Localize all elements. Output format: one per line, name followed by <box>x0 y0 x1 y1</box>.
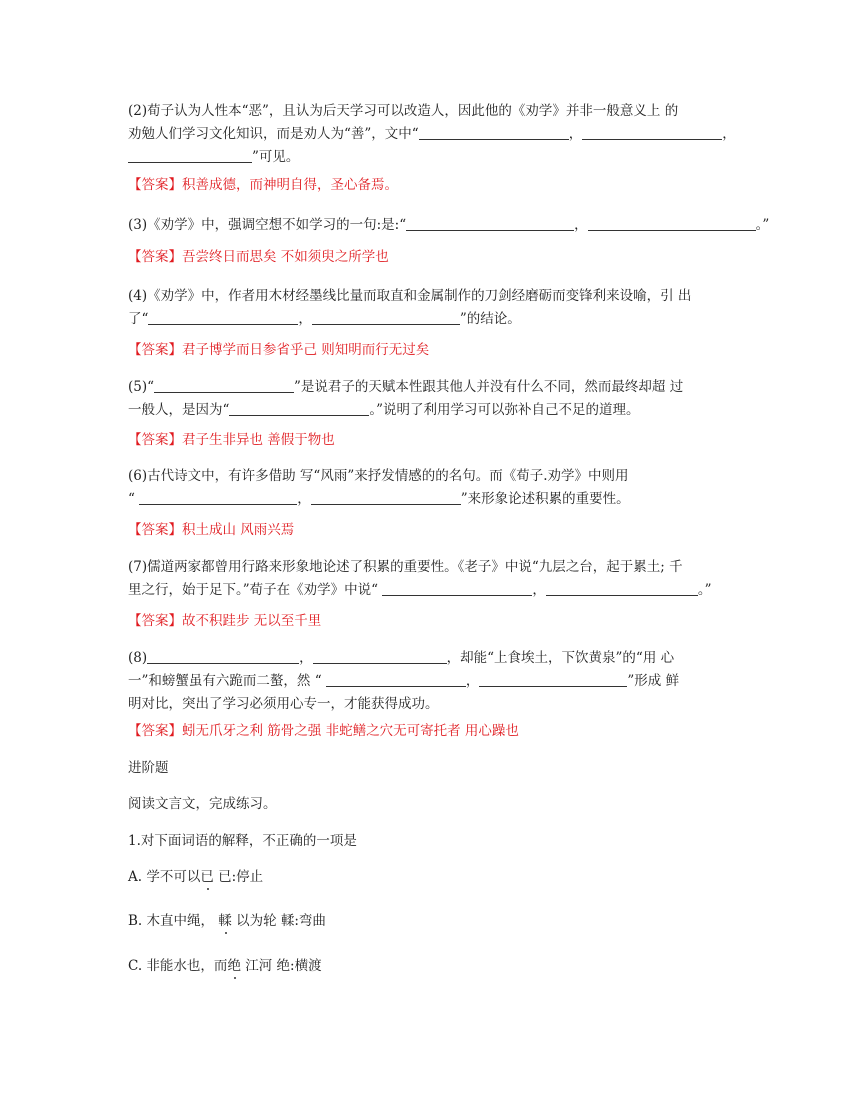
answer-blank[interactable] <box>139 491 297 505</box>
mcq-stem: 1.对下面词语的解释，不正确的一项是 <box>128 833 357 849</box>
answer-tag: 【答案】 <box>128 342 182 358</box>
question-2-line-1: (2)荀子认为人性本“恶”，且认为后天学习可以改造人，因此他的《劝学》并非一般意义上 的 <box>128 103 679 119</box>
question-5 <box>128 376 732 422</box>
answer-blank[interactable] <box>588 217 756 231</box>
answer-blank[interactable] <box>313 650 447 664</box>
answer-5 <box>128 429 732 452</box>
option-a[interactable]: A. 学不可以已 已:停止 <box>128 869 264 885</box>
answer-text: 积善成德，而神明自得，圣心备焉。 <box>182 177 398 193</box>
question-2-line-3: ”可见。 <box>128 146 732 169</box>
answer-blank[interactable] <box>311 491 461 505</box>
answer-text: 蚓无爪牙之利 筋骨之强 非蛇鳝之穴无可寄托者 用心躁也 <box>182 723 519 739</box>
option-c-keyword: 绝 <box>227 958 241 974</box>
answer-3 <box>128 246 732 269</box>
answer-blank[interactable] <box>546 582 698 596</box>
question-5-line-1: (5)“ ”是说君子的天赋本性跟其他人并没有什么不同，然而最终却超 过 <box>128 379 684 395</box>
answer-text: 君子博学而日参省乎己 则知明而行无过矣 <box>182 342 430 358</box>
question-8-line-2: 一”和螃蟹虽有六跪而二螯，然 “ ， ”形成 鲜 <box>128 673 680 689</box>
answer-blank[interactable] <box>147 650 299 664</box>
answer-tag: 【答案】 <box>128 177 182 193</box>
answer-text: 积土成山 风雨兴焉 <box>182 522 295 538</box>
answer-tag: 【答案】 <box>128 249 182 265</box>
answer-blank[interactable] <box>419 126 569 140</box>
answer-7 <box>128 610 732 633</box>
question-6-line-2: “ ， ”来形象论述积累的重要性。 <box>128 491 630 507</box>
answer-8 <box>128 720 732 743</box>
question-8 <box>128 647 732 716</box>
answer-blank[interactable] <box>154 379 294 393</box>
answer-blank[interactable] <box>229 402 369 416</box>
answer-tag: 【答案】 <box>128 723 182 739</box>
question-4 <box>128 285 732 331</box>
answer-2 <box>128 174 732 197</box>
question-7-line-1: (7)儒道两家都曾用行路来形象地论述了积累的重要性。《老子》中说“九层之台，起于累土; 千 <box>128 559 683 575</box>
question-2 <box>128 100 736 169</box>
answer-blank[interactable] <box>326 673 466 687</box>
answer-blank[interactable] <box>148 311 298 325</box>
answer-tag: 【答案】 <box>128 432 182 448</box>
question-6 <box>128 465 732 511</box>
answer-4 <box>128 339 732 362</box>
question-3: (3)《劝学》中，强调空想不如学习的一句:是:“ ， 。” <box>128 217 770 233</box>
answer-6 <box>128 519 732 542</box>
question-8-line-1: (8) ， ，却能“上食埃土，下饮黄泉”的“用 心 <box>128 650 675 666</box>
section-heading: 进阶题 <box>128 760 169 776</box>
question-8-line-3: 明对比，突出了学习必须用心专一，才能获得成功。 <box>128 696 439 712</box>
answer-blank[interactable] <box>128 149 252 163</box>
question-7 <box>128 556 732 602</box>
answer-text: 故不积跬步 无以至千里 <box>182 613 322 629</box>
question-4-line-2: 了“ ， ”的结论。 <box>128 311 521 327</box>
question-2-line-2: 劝勉人们学习文化知识，而是劝人为“善”，文中“ ， ， <box>128 126 736 142</box>
answer-text: 君子生非异也 善假于物也 <box>182 432 335 448</box>
question-5-line-2: 一般人，是因为“ 。”说明了利用学习可以弥补自己不足的道理。 <box>128 402 640 418</box>
answer-tag: 【答案】 <box>128 613 182 629</box>
answer-blank[interactable] <box>406 217 574 231</box>
answer-blank[interactable] <box>382 582 532 596</box>
question-7-line-2: 里之行，始于足下。”荀子在《劝学》中说“ ， 。” <box>128 582 712 598</box>
option-c[interactable]: C. 非能水也，而绝 江河 绝:横渡 <box>128 958 322 974</box>
answer-blank[interactable] <box>582 126 722 140</box>
reading-instruction: 阅读文言文，完成练习。 <box>128 796 277 812</box>
answer-tag: 【答案】 <box>128 522 182 538</box>
answer-blank[interactable] <box>312 311 460 325</box>
option-b-keyword: 輮 <box>218 913 232 929</box>
option-b[interactable]: B. 木直中绳， 輮 以为轮 輮:弯曲 <box>128 913 326 929</box>
answer-blank[interactable] <box>479 673 627 687</box>
answer-text: 吾尝终日而思矣 不如须臾之所学也 <box>182 249 389 265</box>
question-4-line-1: (4)《劝学》中，作者用木材经墨线比量而取直和金属制作的刀剑经磨砺而变锋利来设喻，引 出 <box>128 288 692 304</box>
question-6-line-1: (6)古代诗文中，有许多借助 写“风雨”来抒发情感的的名句。而《荀子.劝学》中则用 <box>128 468 629 484</box>
option-a-keyword: 已 <box>200 869 214 885</box>
